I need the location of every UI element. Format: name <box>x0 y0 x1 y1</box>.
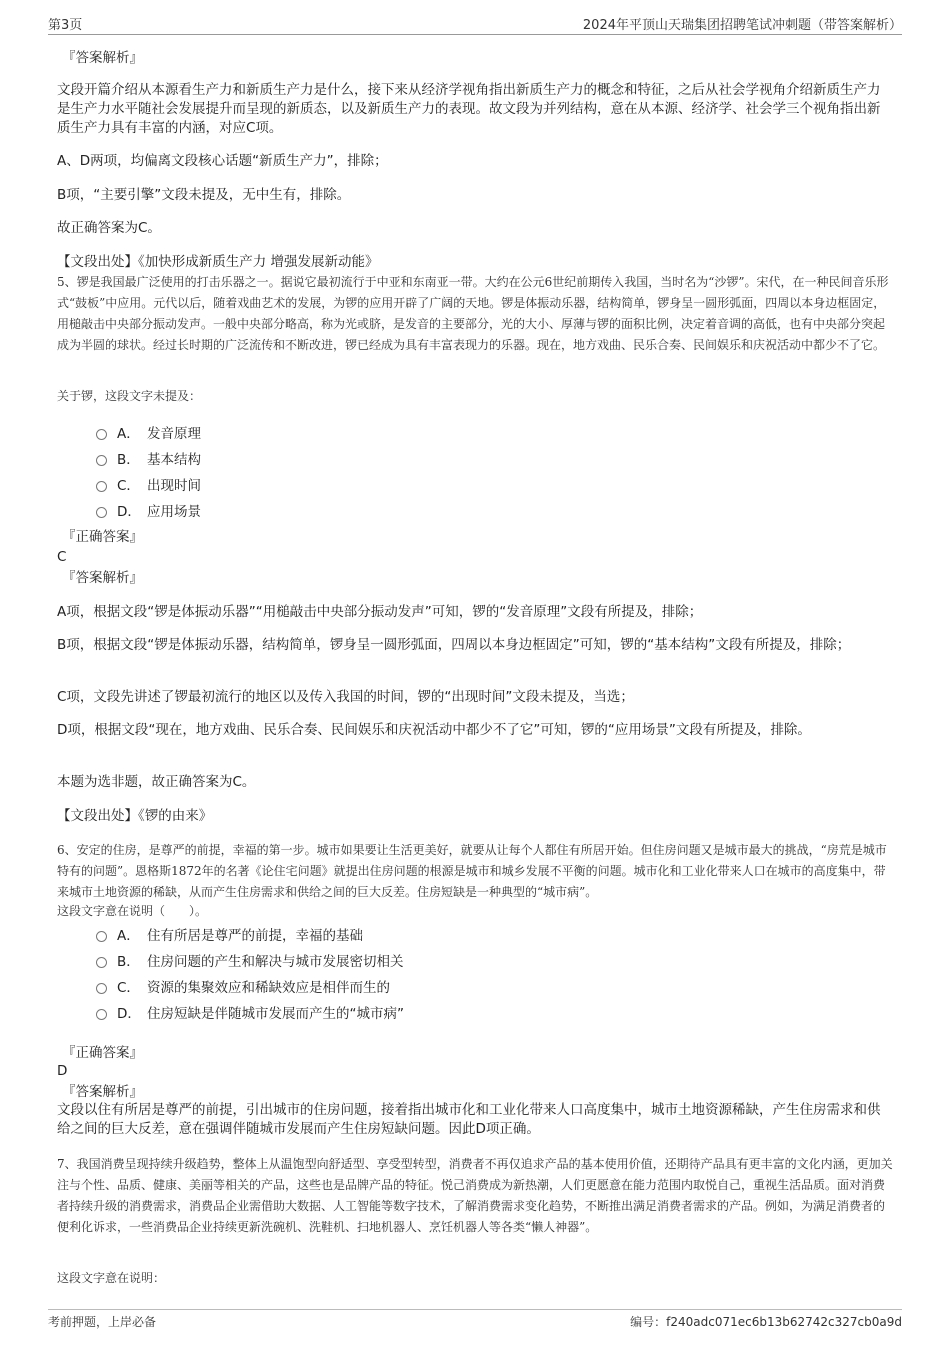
q7-stem: 7、我国消费呈现持续升级趋势，整体上从温饱型向舒适型、享受型转型，消费者不再仅追求产品的基本使用价值，还期待产品具有更丰富的文化内涵，更加关注与个性、品质、健康、美丽等相关的产品，这些也是品牌产品的特征。悦己消费成为新热潮，人们更愿意在能力范围内取悦自己，重视生活品质。面对消费者持续升级的消费需求，消费品企业需借助大数据、人工智能等数字技术，了解消费需求变化趋势，不断推出满足消费者需求的产品。例如，为满足消费者的便利化诉求，一些消费品企业持续更新洗碗机、洗鞋机、扫地机器人、烹饪机器人等各类“懒人神器”。 <box>57 1157 893 1234</box>
q6-answer-label: 『正确答案』 <box>62 1045 143 1061</box>
q6-option-a[interactable] <box>96 924 363 944</box>
option-letter: D． <box>117 1006 141 1022</box>
option-text: 发音原理 <box>147 426 201 442</box>
radio-icon[interactable] <box>96 455 107 466</box>
option-letter: C． <box>117 980 140 996</box>
radio-icon[interactable] <box>96 507 107 518</box>
option-text: 住有所居是尊严的前提，幸福的基础 <box>147 928 363 944</box>
option-letter: A． <box>117 426 140 442</box>
q5-stem: 5、锣是我国最广泛使用的打击乐器之一。据说它最初流行于中亚和东南亚一带。大约在公元6世纪前期传入我国，当时名为“沙锣”。宋代，在一种民间音乐形式“鼓板”中应用。元代以后，随着戏曲艺术的发展，为锣的应用开辟了广阔的天地。锣是体振动乐器，结构简单，锣身呈一圆形弧面，四周以本身边框固定，用槌敲击中央部分振动发声。一般中央部分略高，称为光或脐，是发音的主要部分，光的大小、厚薄与锣的面积比例，决定着音调的高低，也有中央部分突起成为半圆的球状。经过长时期的广泛流传和不断改进，锣已经成为具有丰富表现力的乐器。现在，地方戏曲、民乐合奏、民间娱乐和庆祝活动中都少不了它。 <box>57 275 889 352</box>
q5-option-d[interactable] <box>96 500 201 520</box>
footer-slogan: 考前押题，上岸必备 <box>48 1315 157 1329</box>
q4-source: 【文段出处】《加快形成新质生产力 增强发展新动能》 <box>57 254 379 270</box>
option-text: 出现时间 <box>147 478 201 494</box>
q5-analysis-conclusion: 本题为选非题，故正确答案为C。 <box>57 774 256 790</box>
header-divider <box>48 34 902 35</box>
q6-question: 这段文字意在说明（ ）。 <box>57 904 208 918</box>
q7-question: 这段文字意在说明： <box>57 1271 166 1285</box>
q6-option-c[interactable] <box>96 976 390 996</box>
q6-option-d[interactable] <box>96 1002 404 1022</box>
q4-analysis-p2: A、D两项，均偏离文段核心话题“新质生产力”，排除； <box>57 153 388 169</box>
q6-option-b[interactable] <box>96 950 404 970</box>
radio-icon[interactable] <box>96 1009 107 1020</box>
q4-analysis-p4: 故正确答案为C。 <box>57 220 161 236</box>
q5-answer: C <box>57 549 67 565</box>
option-text: 住房短缺是伴随城市发展而产生的“城市病” <box>147 1006 404 1022</box>
q6-analysis-label: 『答案解析』 <box>62 1084 143 1100</box>
q5-source: 【文段出处】《锣的由来》 <box>57 808 213 824</box>
q5-analysis-c: C项，文段先讲述了锣最初流行的地区以及传入我国的时间，锣的“出现时间”文段未提及，当选； <box>57 689 634 705</box>
q6-answer: D <box>57 1063 68 1079</box>
radio-icon[interactable] <box>96 931 107 942</box>
q5-option-a[interactable] <box>96 422 201 442</box>
q5-question: 关于锣，这段文字未提及： <box>57 389 202 403</box>
page-number: 第3页 <box>48 18 83 33</box>
q5-answer-label: 『正确答案』 <box>62 529 143 545</box>
q5-option-c[interactable] <box>96 474 201 494</box>
option-text: 资源的集聚效应和稀缺效应是相伴而生的 <box>147 980 390 996</box>
document-id: 编号：f240adc071ec6b13b62742c327cb0a9d <box>630 1315 902 1329</box>
q5-analysis-b: B项，根据文段“锣是体振动乐器，结构简单，锣身呈一圆形弧面，四周以本身边框固定”可知，锣的“基本结构”文段有所提及，排除； <box>57 637 851 653</box>
q4-analysis-p3: B项，“主要引擎”文段未提及，无中生有，排除。 <box>57 187 351 203</box>
q5-analysis-d: D项，根据文段“现在，地方戏曲、民乐合奏、民间娱乐和庆祝活动中都少不了它”可知，锣的“应用场景”文段有所提及，排除。 <box>57 722 811 738</box>
option-letter: D． <box>117 504 141 520</box>
option-text: 住房问题的产生和解决与城市发展密切相关 <box>147 954 404 970</box>
option-letter: B． <box>117 954 140 970</box>
footer-divider <box>48 1309 902 1310</box>
radio-icon[interactable] <box>96 957 107 968</box>
q5-option-b[interactable] <box>96 448 201 468</box>
radio-icon[interactable] <box>96 429 107 440</box>
document-title: 2024年平顶山天瑞集团招聘笔试冲刺题（带答案解析） <box>582 18 902 33</box>
option-letter: C． <box>117 478 140 494</box>
radio-icon[interactable] <box>96 481 107 492</box>
q5-analysis-label: 『答案解析』 <box>62 570 143 586</box>
option-letter: B． <box>117 452 140 468</box>
radio-icon[interactable] <box>96 983 107 994</box>
option-text: 应用场景 <box>147 504 201 520</box>
option-letter: A． <box>117 928 140 944</box>
q4-analysis-label: 『答案解析』 <box>62 50 143 66</box>
q5-analysis-a: A项，根据文段“锣是体振动乐器”“用槌敲击中央部分振动发声”可知，锣的“发音原理”文段有所提及，排除； <box>57 604 703 620</box>
q4-analysis-p1: 文段开篇介绍从本源看生产力和新质生产力是什么，接下来从经济学视角指出新质生产力的概念和特征，之后从社会学视角介绍新质生产力是生产力水平随社会发展提升而呈现的新质态，以及新质生产力的表现。故文段为并列结构，意在从本源、经济学、社会学三个视角指出新质生产力具有丰富的内涵，对应C项。 <box>57 82 881 136</box>
q6-analysis: 文段以住有所居是尊严的前提，引出城市的住房问题，接着指出城市化和工业化带来人口高度集中，城市土地资源稀缺，产生住房需求和供给之间的巨大反差，意在强调伴随城市发展而产生住房短缺问题。因此D项正确。 <box>57 1102 881 1137</box>
q6-stem: 6、安定的住房，是尊严的前提，幸福的第一步。城市如果要让生活更美好，就要从让每个人都住有所居开始。但住房问题又是城市最大的挑战，“房荒是城市特有的问题”。恩格斯1872年的名著《论住宅问题》就提出住房问题的根源是城市和城乡发展不平衡的问题。城市化和工业化带来人口在城市的高度集中，带来城市土地资源的稀缺，从而产生住房需求和供给之间的巨大反差。住房短缺是一种典型的“城市病”。 <box>57 843 887 899</box>
option-text: 基本结构 <box>147 452 201 468</box>
